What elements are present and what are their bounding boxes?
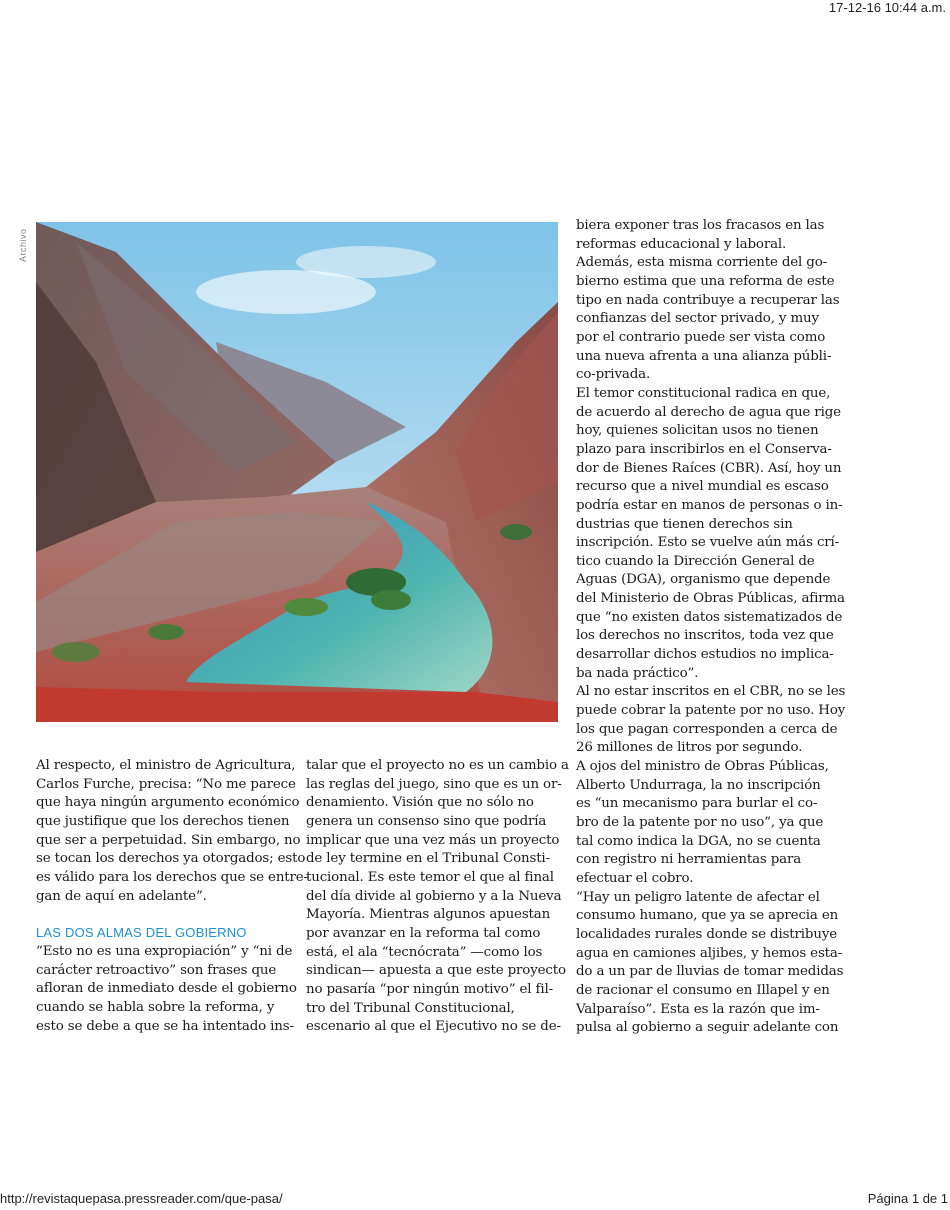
section-subhead: LAS DOS ALMAS DEL GOBIERNO [36,925,247,941]
text-line: efectuar el cobro. [576,870,694,886]
text-line: co-privada. [576,367,651,383]
text-line: que justifique que los derechos tienen [36,813,290,829]
text-line: de racionar el consumo en Illapel y en [576,982,830,998]
text-line: Mayoría. Mientras algunos apuestan [306,907,551,923]
text-line: “Hay un peligro latente de afectar el [576,889,820,905]
article-column-2 [306,757,569,1037]
text-line: Valparaíso”. Esta es la razón que im- [576,1001,820,1017]
text-line: ba nada práctico”. [576,665,699,681]
paragraph-temor-constitucional [576,385,845,684]
text-line: Al no estar inscritos en el CBR, no se les [576,684,846,700]
text-line: los que pagan corresponden a cerca de [576,721,838,737]
text-line: bierno estima que una reforma de este [576,273,835,289]
paragraph-peligro-latente [576,889,844,1038]
text-line: Carlos Furche, precisa: “No me parece [36,776,296,792]
print-timestamp: 17-12-16 10:44 a.m. [828,0,946,15]
text-line: una nueva afrenta a una alianza públi- [576,348,832,364]
text-line: tucional. Es este temor el que al final [306,869,554,885]
text-line: confianzas del sector privado, y muy [576,311,819,327]
text-line: de ley termine en el Tribunal Consti- [306,851,550,867]
text-line: que “no existen datos sistematizados de [576,609,843,625]
text-line: Además, esta misma corriente del go- [576,255,827,271]
text-line: escenario al que el Ejecutivo no se de- [306,1019,561,1035]
text-line: del día divide al gobierno y a la Nueva [306,888,562,904]
text-line: dor de Bienes Raíces (CBR). Así, hoy un [576,460,842,476]
text-line: El temor constitucional radica en que, [576,385,831,401]
text-line: del Ministerio de Obras Públicas, afirma [576,591,845,607]
text-line: A ojos del ministro de Obras Públicas, [576,759,829,775]
text-line: plazo para inscribirlos en el Conserva- [576,441,832,457]
text-line: tipo en nada contribuye a recuperar las [576,292,840,308]
article-column-3 [576,217,846,1038]
text-line: es válido para los derechos que se entre- [36,869,308,885]
text-line: dustrias que tienen derechos sin [576,516,793,532]
text-line: tro del Tribunal Constitucional, [306,1000,515,1016]
text-line: las reglas del juego, sino que es un or- [306,776,562,792]
paragraph-undurraga [576,758,834,889]
text-line: tal como indica la DGA, no se cuenta [576,833,821,849]
text-line: es “un mecanismo para burlar el co- [576,796,818,812]
text-line: sindican— apuesta a que este proyecto [306,963,566,979]
page-url: http://revistaquepasa.pressreader.com/que-pasa/ [0,1191,283,1206]
text-line: por el contrario puede ser vista como [576,329,826,345]
text-line: desarrollar dichos estudios no implica- [576,647,834,663]
text-line: Alberto Undurraga, la no inscripción [576,777,821,793]
text-line: hoy, quienes solicitan usos no tienen [576,423,819,439]
text-line: localidades rurales donde se distribuye [576,926,838,942]
photo-credit: Archivo [18,228,28,262]
text-line: pulsa al gobierno a seguir adelante con [576,1020,839,1036]
text-line: los derechos no inscritos, toda vez que [576,628,834,644]
text-line: esto se debe a que se ha intentado ins- [36,1018,294,1034]
text-line: 26 millones de litros por segundo. [576,740,803,756]
text-line: carácter retroactivo” son frases que [36,962,277,978]
text-line: está, el ala “tecnócrata” —como los [306,944,543,960]
paragraph-expropiacion [36,943,297,1036]
article-photo [36,222,558,722]
text-line: do a un par de lluvias de tomar medidas [576,964,844,980]
text-line: Aguas (DGA), organismo que depende [576,572,831,588]
text-line: cuando se habla sobre la reforma, y [36,999,275,1015]
text-line: por avanzar en la reforma tal como [306,925,541,941]
paragraph-continuation [306,757,569,1037]
text-line: biera exponer tras los fracasos en las [576,218,825,233]
text-line: “Esto no es una expropiación” y “ni de [36,943,293,959]
text-line: gan de aquí en adelante”. [36,888,207,904]
text-line: se tocan los derechos ya otorgados; esto [36,851,306,867]
text-line: que haya ningún argumento económico [36,795,300,811]
paragraph-patente [576,683,846,758]
valley-river-image [36,222,558,722]
text-line: bro de la patente por no uso”, ya que [576,815,824,830]
text-line: puede cobrar la patente por no uso. Hoy [576,703,846,719]
paragraph-continuation [576,217,840,385]
text-line: genera un consenso sino que podría [306,813,547,829]
text-line: afloran de inmediato desde el gobierno [36,981,297,997]
text-line: consumo humano, que ya se aprecia en [576,908,839,924]
text-line: Al respecto, el ministro de Agricultura, [36,758,296,773]
text-line: implicar que una vez más un proyecto [306,832,560,848]
text-line: reformas educacional y laboral. [576,236,787,252]
text-line: podría estar en manos de personas o in- [576,497,843,513]
page-indicator: Página 1 de 1 [867,1191,948,1206]
paragraph-agricultura [36,757,308,906]
text-line: que ser a perpetuidad. Sin embargo, no [36,832,301,848]
text-line: denamiento. Visión que no sólo no [306,795,534,811]
text-line: inscripción. Esto se vuelve aún más crí- [576,535,840,551]
text-line: de acuerdo al derecho de agua que rige [576,404,841,420]
text-line: agua en camiones aljibes, y hemos esta- [576,945,843,961]
text-line: con registro ni herramientas para [576,852,802,868]
article-column-1 [36,757,308,1036]
text-line: no pasaría “por ningún motivo” el fil- [306,981,553,997]
text-line: talar que el proyecto no es un cambio a [306,758,569,773]
text-line: tico cuando la Dirección General de [576,553,815,569]
text-line: recurso que a nivel mundial es escaso [576,479,829,495]
